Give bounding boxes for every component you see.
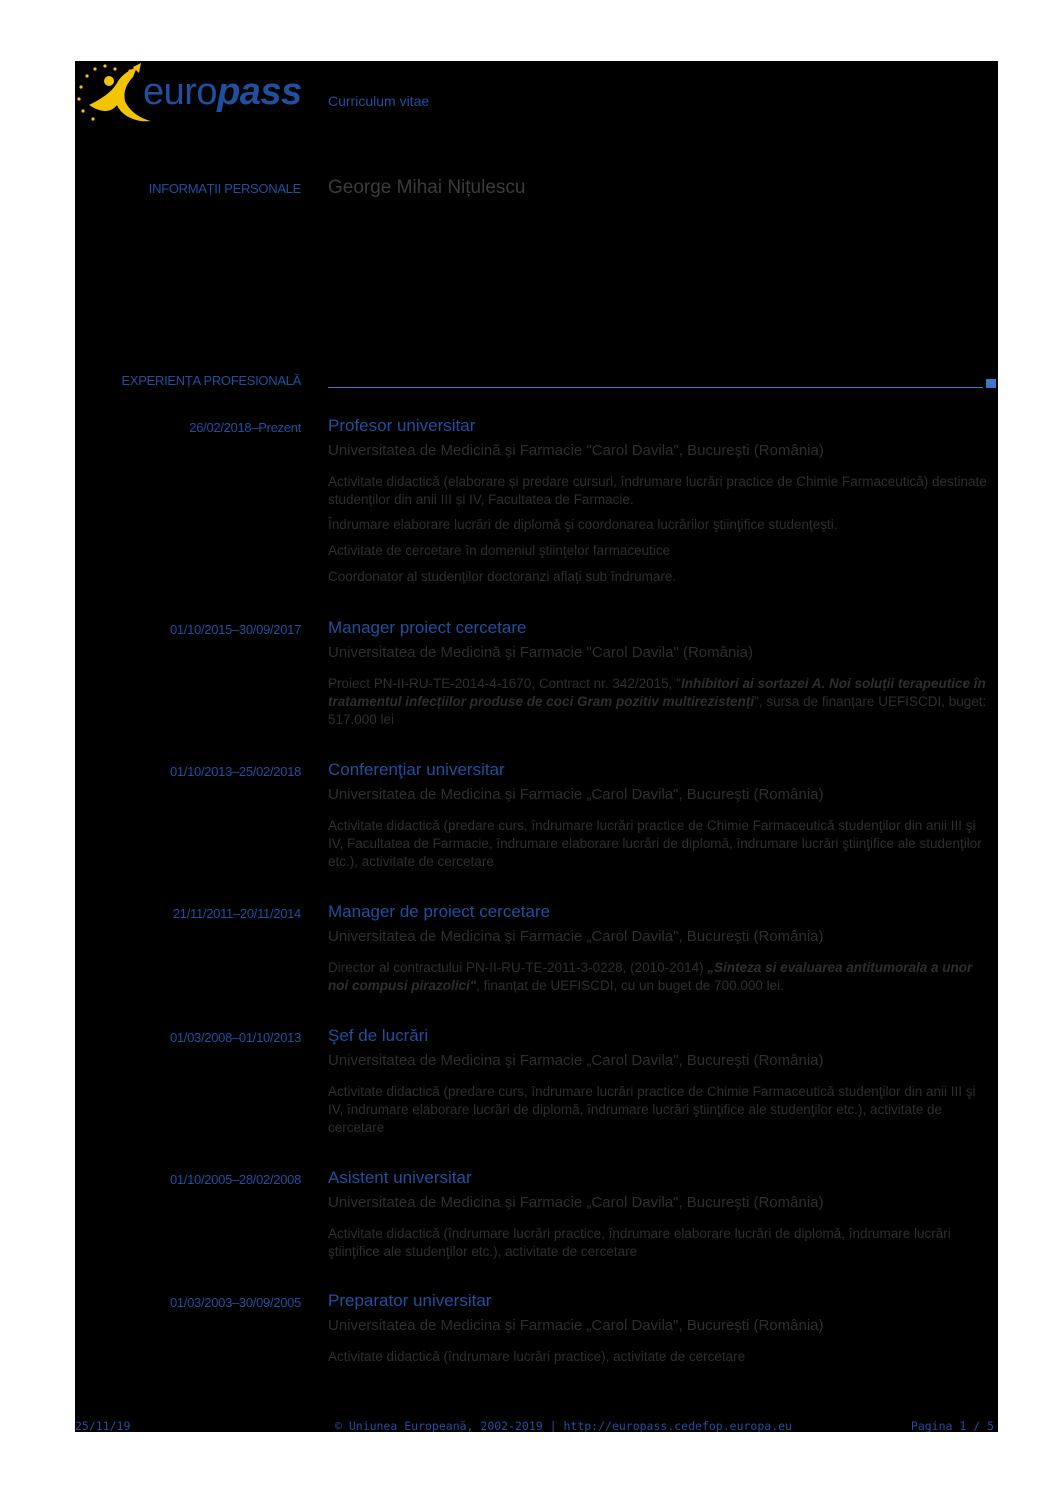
entry-title: Asistent universitar [328,1168,472,1187]
footer-date: 25/11/19 [75,1419,131,1432]
entry-date: 21/11/2011–20/11/2014 [172,906,301,921]
entry-description: Activitate didactică (predare curs, îndrumare lucrări practice de Chimie Farmaceutică studenţilor din anii III şi IV, Facultatea de Farmacie, îndrumare elaborare lucrări de diplomă, îndrumare lucrări ştiinţifice ale studenţilor etc.), activitate de cercetare [328,818,982,869]
entry-employer: Universitatea de Medicina şi Farmacie „Carol Davila", Bucureşti (România) [328,1194,824,1211]
entry-employer: Universitatea de Medicina şi Farmacie „Carol Davila", Bucureşti (România) [328,786,824,803]
entry-employer: Universitatea de Medicină şi Farmacie "Carol Davila" (România) [328,644,753,661]
entry-employer: Universitatea de Medicina şi Farmacie „Carol Davila", Bucureşti (România) [328,1317,824,1334]
entry-title: Preparator universitar [328,1291,492,1310]
entry-description: Îndrumare elaborare lucrări de diplomă şi coordonarea lucrărilor ştiinţifice studenţeşti. [328,517,838,532]
entry-date: 01/10/2005–28/02/2008 [169,1172,301,1187]
project-title: „Sinteza si evaluarea antitumorala a unor noi compusi pirazolici" [328,960,973,993]
entry-employer: Universitatea de Medicina şi Farmacie „Carol Davila", Bucureşti (România) [328,928,824,945]
europass-wordmark: europass [143,71,302,113]
entry-date: 01/03/2003–30/09/2005 [169,1295,301,1310]
cv-page [75,61,998,1432]
entry-description: Activitate didactică (predare curs, îndrumare lucrări practice de Chimie Farmaceutică studenţilor din anii III şi IV, îndrumare elaborare lucrări de diplomă, îndrumare lucrări ştiinţifice ale studenţilor etc.), activitate de cercetare [328,1084,976,1135]
entry-title: Şef de lucrări [328,1026,429,1045]
section-divider-marker [986,379,996,388]
entry-date: 01/10/2015–30/09/2017 [169,622,301,637]
entry-title: Profesor universitar [328,416,476,435]
personal-info-section-label: INFORMAȚII PERSONALE [148,181,301,196]
footer-copyright: © Uniunea Europeană, 2002-2019 | http://europass.cedefop.europa.eu [335,1419,792,1432]
entry-description: Activitate didactică (îndrumare lucrări practice, îndrumare elaborare lucrări de diplomă, îndrumare lucrări ştiinţifice ale studenţilor etc.), activitate de cercetare [328,1226,951,1259]
entry-description: Director al contractului PN-II-RU-TE-2011-3-0228, (2010-2014) „Sinteza si evaluarea antitumorala a unor noi compusi pirazolici", finanțat de UEFISCDI, cu un buget de 700.000 lei. [328,960,973,993]
entry-date: 26/02/2018–Prezent [189,420,301,435]
entry-description: Activitate de cercetare în domeniul ştiinţelor farmaceutice [328,543,671,558]
project-title: Inhibitori ai sortazei A. Noi soluții terapeutice în tratamentul infecțiilor produse de coci Gram pozitiv multirezistenți [328,676,986,709]
experience-section-label: EXPERIENȚA PROFESIONALĂ [121,373,301,388]
person-name: George Mihai Nițulescu [328,177,526,198]
entry-description: Proiect PN-II-RU-TE-2014-4-1670, Contract nr. 342/2015, "Inhibitori ai sortazei A. Noi soluții terapeutice în tratamentul infecțiilor produse de coci Gram pozitiv multirezistenți", sursa de finanțare UEFISCDI, buget: 517.000 lei [328,676,987,727]
section-divider [328,387,983,388]
footer-page-number: Pagina 1 / 5 [910,1419,994,1432]
entry-title: Manager proiect cercetare [328,618,527,637]
entry-date: 01/10/2013–25/02/2018 [169,764,301,779]
entry-title: Manager de proiect cercetare [328,902,551,921]
entry-date: 01/03/2008–01/10/2013 [169,1030,301,1045]
entry-employer: Universitatea de Medicina şi Farmacie „Carol Davila", Bucureşti (România) [328,1052,824,1069]
entry-description: Activitate didactică (elaborare și predare cursuri, îndrumare lucrări practice de Chimie Farmaceutică) destinate studenților din anii III și IV, Facultatea de Farmacie. [328,474,987,507]
entry-description: Activitate didactică (îndrumare lucrări practice), activitate de cercetare [328,1349,746,1364]
entry-employer: Universitatea de Medicină şi Farmacie "Carol Davila", Bucureşti (România) [328,442,824,459]
page-footer [75,1419,998,1432]
entry-description: Coordonator al studenților doctoranzi aflați sub îndrumare. [328,569,677,584]
entry-title: Conferenţiar universitar [328,760,505,779]
europass-logo [75,61,315,131]
document-type-label: Curriculum vitae [328,93,430,109]
